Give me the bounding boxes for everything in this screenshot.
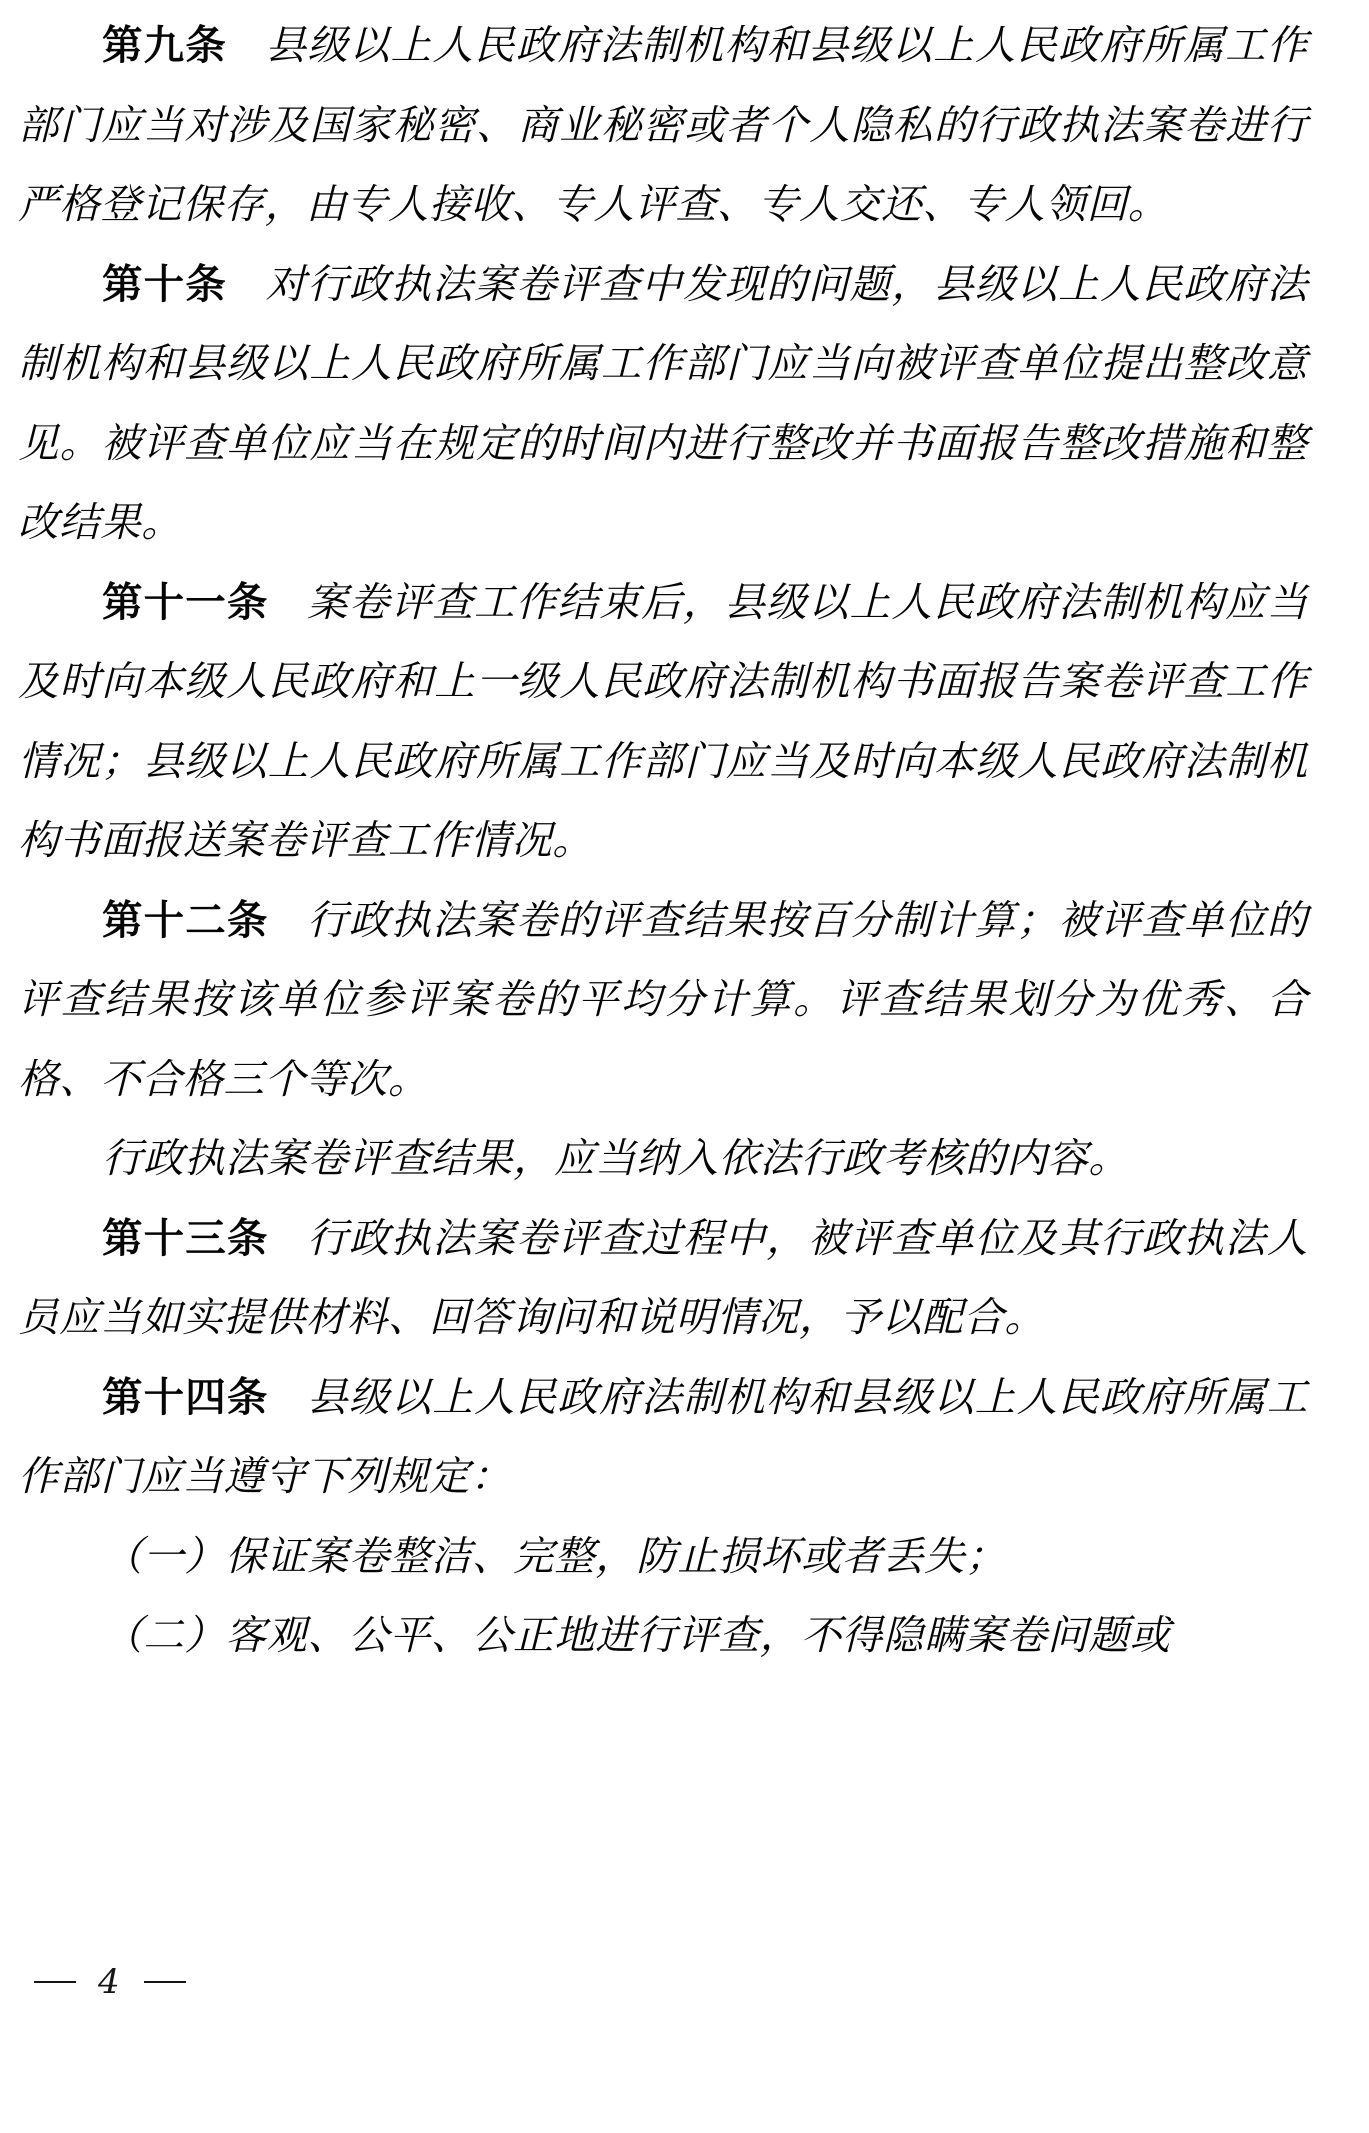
paragraph-text-article-12: 行政执法案卷的评查结果按百分制计算；被评查单位的评查结果按该单位参评案卷的平均分计算。评查结果划分为优秀、合格、不合格三个等次。 [18,895,1308,1103]
paragraph-text-article-14: 县级以上人民政府法制机构和县级以上人民政府所属工作部门应当遵守下列规定： [18,1372,1308,1500]
article-label-10: 第十条 [102,259,227,308]
list-item-text-2: （二）客观、公平、公正地进行评查，不得隐瞒案卷问题或 [102,1611,1171,1659]
article-label-13: 第十三条 [102,1213,269,1262]
paragraph-article-14 [18,1358,1308,1517]
paragraph-article-13 [18,1199,1308,1358]
article-label-11: 第十一条 [102,577,269,626]
paragraph-article-9 [18,6,1308,245]
paragraph-text-article-10: 对行政执法案卷评查中发现的问题，县级以上人民政府法制机构和县级以上人民政府所属工作部门应当向被评查单位提出整改意见。被评查单位应当在规定的时间内进行整改并书面报告整改措施和整改结果。 [18,259,1308,546]
paragraph-article-12-second [18,1119,1308,1199]
paragraph-text-article-11: 案卷评查工作结束后，县级以上人民政府法制机构应当及时向本级人民政府和上一级人民政府法制机构书面报告案卷评查工作情况；县级以上人民政府所属工作部门应当及时向本级人民政府法制机构书面报送案卷评查工作情况。 [18,577,1308,864]
footer-dash-right [144,1981,186,1984]
article-label-9: 第九条 [102,21,227,69]
paragraph-article-11 [18,563,1308,881]
page-number: 4 [98,1962,122,2002]
paragraph-article-10 [18,245,1308,563]
paragraph-text-article-13: 行政执法案卷评查过程中，被评查单位及其行政执法人员应当如实提供材料、回答询问和说明情况，予以配合。 [18,1213,1308,1341]
list-item-article-14-1 [18,1517,1308,1597]
article-label-12: 第十二条 [102,895,269,944]
page-footer [34,1962,334,2002]
footer-dash-left [34,1981,76,1984]
article-label-14: 第十四条 [102,1372,269,1421]
paragraph-article-12 [18,881,1308,1120]
page-body-text [18,6,1308,1676]
paragraph-text-article-12-second: 行政执法案卷评查结果，应当纳入依法行政考核的内容。 [102,1134,1130,1182]
list-item-text-1: （一）保证案卷整洁、完整，防止损坏或者丢失； [102,1531,1007,1580]
paragraph-text-article-9: 县级以上人民政府法制机构和县级以上人民政府所属工作部门应当对涉及国家秘密、商业秘密或者个人隐私的行政执法案卷进行严格登记保存，由专人接收、专人评查、专人交还、专人领回。 [18,21,1308,228]
list-item-article-14-2 [18,1596,1308,1676]
